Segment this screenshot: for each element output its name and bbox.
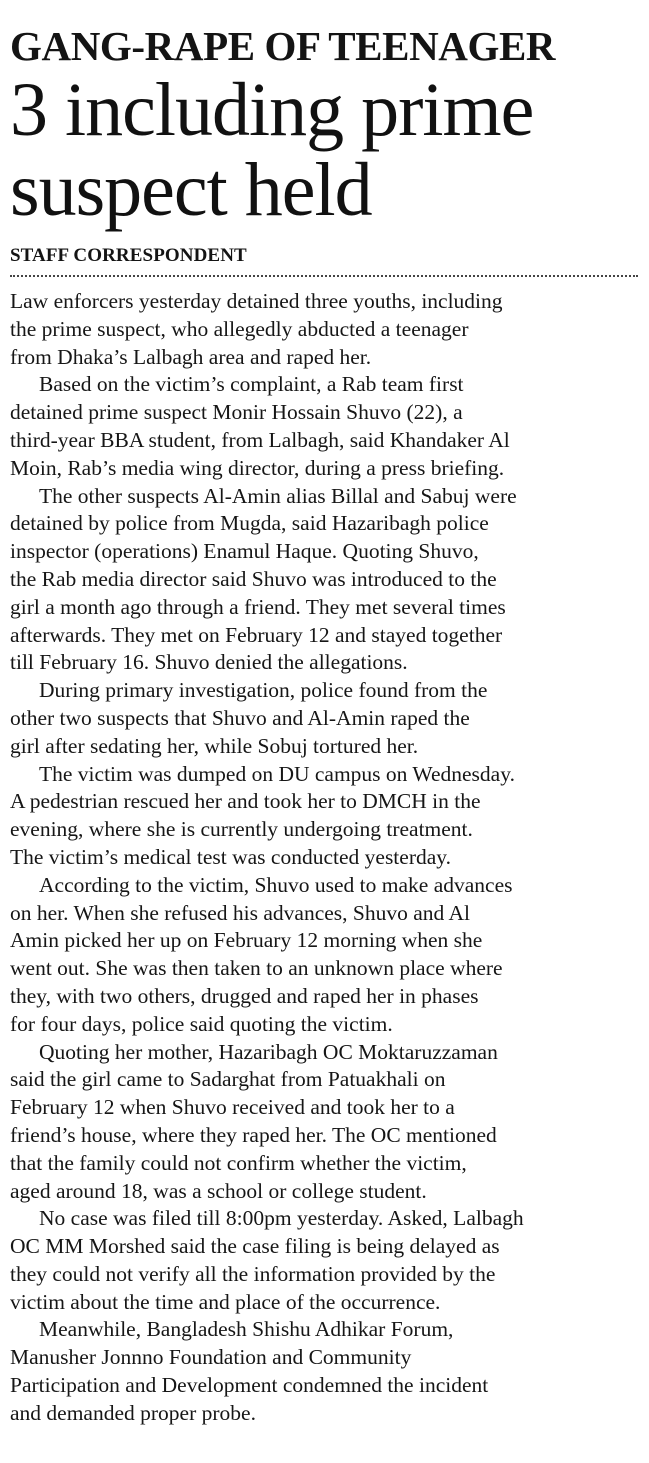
article-byline: STAFF CORRESPONDENT (10, 245, 247, 266)
article-paragraph: Based on the victim’s complaint, a Rab team first detained prime suspect Monir Hossain Shuvo (22), a third-year BBA student, from Lalbagh, said Khandaker Al Moin, Rab’s media wing director, during a press briefing. (10, 372, 510, 480)
article-paragraph: No case was filed till 8:00pm yesterday. Asked, Lalbagh OC MM Morshed said the case filing is being delayed as they could not verify all the information provided by the victim about the time and place of the occurrence. (10, 1206, 524, 1314)
article-headline: 3 including prime suspect held (10, 68, 534, 232)
article-paragraph: Meanwhile, Bangladesh Shishu Adhikar Forum, Manusher Jonnno Foundation and Community Participation and Development condemned the incident and demanded proper probe. (10, 1317, 489, 1425)
article-paragraph: The victim was dumped on DU campus on Wednesday. A pedestrian rescued her and took her to DMCH in the evening, where she is currently undergoing treatment. The victim’s medical test was conducted yesterday. (10, 761, 515, 869)
article-paragraph: Quoting her mother, Hazaribagh OC Moktaruzzaman said the girl came to Sadarghat from Patuakhali on February 12 when Shuvo received and took her to a friend’s house, where they raped her. The OC mentioned that the family could not confirm whether the victim, aged around 18, was a school or college student. (10, 1039, 498, 1203)
dotted-divider (10, 275, 638, 277)
article-paragraph: During primary investigation, police found from the other two suspects that Shuvo and Al-Amin raped the girl after sedating her, while Sobuj tortured her. (10, 678, 488, 758)
article-paragraph: According to the victim, Shuvo used to make advances on her. When she refused his advances, Shuvo and Al Amin picked her up on February 12 morning when she went out. She was then taken to an unknown place where they, with two others, drugged and raped her in phases for four days, police said quoting the victim. (10, 872, 513, 1036)
article-kicker: GANG-RAPE OF TEENAGER (10, 23, 556, 69)
article-body (10, 288, 638, 1428)
article-paragraph: Law enforcers yesterday detained three youths, including the prime suspect, who allegedly abducted a teenager from Dhaka’s Lalbagh area and raped her. (10, 289, 503, 369)
article-paragraph: The other suspects Al-Amin alias Billal and Sabuj were detained by police from Mugda, said Hazaribagh police inspector (operations) Enamul Haque. Quoting Shuvo, the Rab media director said Shuvo was introduced to the girl a month ago through a friend. They met several times afterwards. They met on February 12 and stayed together till February 16. Shuvo denied the allegations. (10, 483, 517, 675)
